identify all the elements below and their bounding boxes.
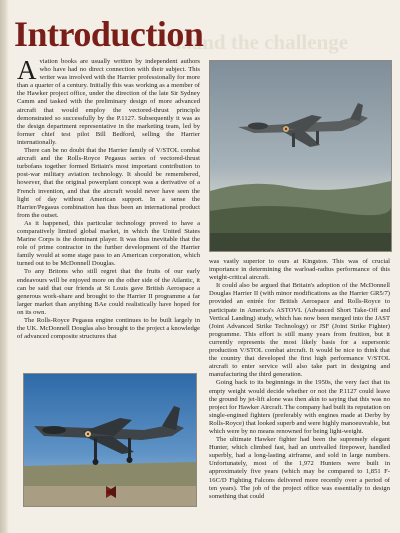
right-text-column: [209, 258, 390, 501]
left-text-column: [17, 55, 200, 341]
harrier-on-ground-illustration: [24, 374, 196, 506]
paragraph-2: There can be no doubt that the Harrier family of V/STOL combat aircraft and the Rolls-Royce Pegasus series of vectored-thrust turbofans together formed Britain's most important contribution to post-war military aviation technology. It should be remembered, however, that the original powerplant concept was a derivative of a French invention, and that the aircraft would never have seen the light of day without American support. In a sense the Harrier/Pegasus combination has thus been an international product from the outset.: [17, 147, 200, 219]
paragraph-1-text: viation books are usually written by independent authors who have had no direct connection with their subject. This writer was involved with the Harrier professionally for more than a quarter of a century. Initially this was working as a member of the Hawker project office, under the direction of the late Sir Sydney Camm and tasked with the preliminary design of more advanced aircraft that would employ the vectored-thrust principle demonstrated so successfully by the P.1127. Subsequently it was as the design department representative in the marketing team, led by former chief test pilot Bill Bedford, selling the Harrier internationally.: [17, 58, 200, 146]
harrier-on-ground-photo: [23, 373, 197, 507]
page-title: Introduction: [14, 14, 204, 54]
paragraph-7: It could also be argued that Britain's adoption of the McDonnell Douglas Harrier II (with minor modifications as the Harrier GR5/7) provided an entrée for British Aerospace and Rolls-Royce to participate in America's ASTOVL (Advanced Short Take-Off and Vertical Landing) study, which has now been merged into the JAST (Joint Advanced Strike Technology) or JSF (Joint Strike Fighter) programme. This effort is still many years from fruition, but it currently represents the most likely basis for a supersonic production V/STOL combat aircraft. It would be nice to think that the country that developed the first high performance V/STOL aircraft to enter service will also take part in designing and manufacturing the third generation.: [209, 282, 390, 379]
harrier-in-flight-illustration: [210, 61, 391, 251]
drop-cap: A: [17, 55, 37, 85]
paragraph-4: To any Britons who still regret that the fruits of our early endeavours will be enjoyed more on the other side of the Atlantic, it can be said that our friends at St Louis gave British Aerospace a generous work-share and brought to the Harrier II programme a far larger market than anything BAe could realistically have hoped for on its own.: [17, 268, 200, 316]
paragraph-8: Going back to its beginnings in the 1950s, the very fact that its empty weight would decide whether or not the P.1127 could leave the ground by jet-lift alone was then akin to saying that this was no project for Hawker Aircraft. The company had built its reputation on single-engined fighters (preferably with engines made at Derby by Rolls-Royce) that looked superb and were highly manoeuvrable, but which were by no means renowned for being light-weight.: [209, 379, 390, 435]
binding-gutter: [0, 0, 9, 533]
ghost-subtitle: ...and the challenge: [176, 30, 349, 54]
paragraph-6: was vastly superior to ours at Kingston. This was of crucial importance in determining the warload-radius performance of this weight-critical aircraft.: [209, 258, 390, 282]
harrier-in-flight-photo: [209, 60, 392, 252]
paragraph-5: The Rolls-Royce Pegasus engine continues to be built largely in the UK. McDonnell Douglas also brought to the project a knowledge of advanced composite structures that: [17, 317, 200, 341]
paragraph-1: [17, 55, 200, 147]
paragraph-9: The ultimate Hawker fighter had been the supremely elegant Hunter, which climbed fast, had an unrivalled firepower, handled superbly, had a long-lasting airframe, and sold in large numbers. Unfortunately, most of the 1,972 Hunters were built in approximately five years (which may be compared to 1,851 F-16C/D Fighting Falcons delivered more recently over a period of ten years). The job of the project office was essentially to design something that could: [209, 436, 390, 500]
paragraph-3: As it happened, this particular technology proved to have a comparatively limited global market, in which the United States Marine Corps is the dominant player. It was thus inevitable that the role of prime contractor in the further development of the Harrier family would at some stage pass to an American corporation, which turned out to be McDonnell Douglas.: [17, 219, 200, 268]
